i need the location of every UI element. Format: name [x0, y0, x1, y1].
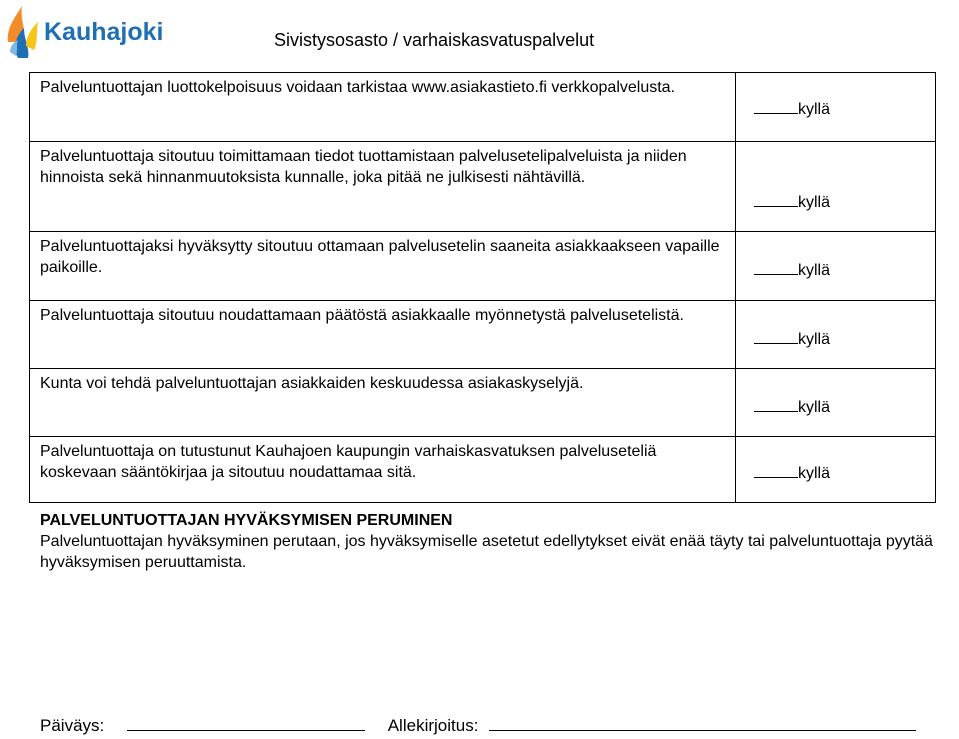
date-field[interactable] — [127, 716, 365, 731]
signature-label: Allekirjoitus: — [387, 716, 479, 735]
signature-row — [40, 716, 916, 736]
table-row — [30, 437, 936, 503]
confirm-label: kyllä — [798, 262, 831, 279]
confirm-checkbox[interactable] — [754, 99, 830, 119]
confirm-label: kyllä — [798, 194, 831, 211]
logo-wordmark: Kauhajoki — [44, 18, 164, 46]
term-text: Kunta voi tehdä palveluntuottajan asiakkaiden keskuudessa asiakaskyselyjä. — [40, 375, 584, 392]
term-text: Palveluntuottajaksi hyväksytty sitoutuu ottamaan palvelusetelin saaneita asiakkaakseen vapaille paikoille. — [40, 238, 720, 276]
confirm-checkbox[interactable] — [754, 329, 830, 349]
signature-field[interactable] — [489, 716, 916, 731]
confirm-label: kyllä — [798, 331, 831, 348]
withdrawal-section — [40, 510, 940, 573]
section-body: Palveluntuottajan hyväksyminen perutaan, jos hyväksymiselle asetetut edellytykset eivät enää täyty tai palveluntuottaja pyytää hyväksymisen peruuttamista. — [40, 533, 933, 571]
table-row — [30, 301, 936, 369]
confirm-label: kyllä — [798, 399, 831, 416]
term-text: Palveluntuottaja sitoutuu noudattamaan päätöstä asiakkaalle myönnetystä palvelusetelistä. — [40, 307, 684, 324]
confirm-checkbox[interactable] — [754, 192, 830, 212]
kauhajoki-logo — [4, 2, 184, 62]
table-row — [30, 142, 936, 232]
department-title: Sivistysosasto / varhaiskasvatuspalvelut — [274, 30, 595, 50]
confirm-label: kyllä — [798, 465, 831, 482]
term-text: Palveluntuottaja on tutustunut Kauhajoen kaupungin varhaiskasvatuksen palveluseteliä koskevaan sääntökirjaa ja sitoutuu noudattamaa sitä. — [40, 443, 657, 481]
confirm-checkbox[interactable] — [754, 463, 830, 483]
date-label: Päiväys: — [40, 716, 105, 735]
confirm-label: kyllä — [798, 101, 831, 118]
term-text: Palveluntuottaja sitoutuu toimittamaan tiedot tuottamistaan palvelusetelipalveluista ja niiden hinnoista sekä hinnanmuutoksista kunnalle, joka pitää ne julkisesti nähtävillä. — [40, 148, 687, 186]
section-heading: PALVELUNTUOTTAJAN HYVÄKSYMISEN PERUMINEN — [40, 512, 453, 529]
confirm-checkbox[interactable] — [754, 260, 830, 280]
table-row — [30, 73, 936, 142]
page-header — [0, 0, 959, 66]
table-row — [30, 232, 936, 301]
term-text: Palveluntuottajan luottokelpoisuus voidaan tarkistaa www.asiakastieto.fi verkkopalvelusta. — [40, 79, 676, 96]
table-row — [30, 369, 936, 437]
confirm-checkbox[interactable] — [754, 397, 830, 417]
terms-table — [29, 72, 936, 503]
